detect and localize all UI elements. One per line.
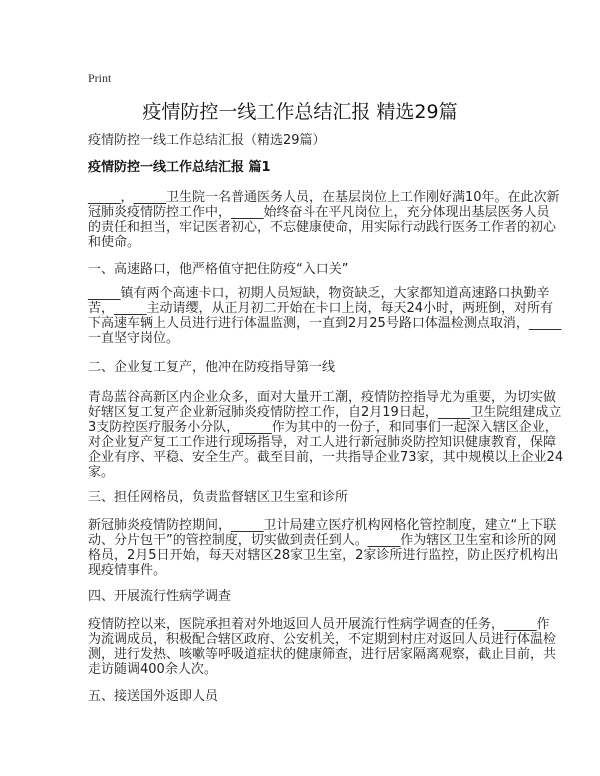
section-heading-2: 二、企业复工复产，他冲在防疫指导第一线 [88, 360, 336, 375]
section-heading-1: 一、高速路口，他严格值守把住防疫“入口关” [88, 262, 349, 277]
section-paragraph-1 [88, 286, 562, 346]
print-label[interactable]: Print [88, 71, 112, 85]
article-heading: 疫情防控一线工作总结汇报 篇1 [88, 160, 271, 175]
text-line: 3支防控医疗服务小分队，_____作为其中的一份子，和同事们一起深入辖区企业， [88, 420, 558, 435]
text-line: 家。 [88, 465, 115, 480]
text-line: 青岛蓝谷高新区内企业众多，面对大量开工潮，疫情防控指导尤为重要，为切实做 [88, 390, 557, 405]
text-line: 好辖区复工复产企业新冠肺炎疫情防控工作，自2月19日起，_____卫生院组建成立 [88, 405, 562, 420]
text-line: 为流调成员，积极配合辖区政府、公安机关，不定期到村庄对返回人员进行体温检 [88, 632, 557, 647]
document-subtitle: 疫情防控一线工作总结汇报（精选29篇） [88, 133, 326, 148]
text-line: 下高速车辆上人员进行进行体温监测，一直到2月25号路口体温检测点取消，_____ [88, 316, 562, 331]
section-heading-4: 四、开展流行性病学调查 [88, 589, 232, 604]
text-line: 走访随调400余人次。 [88, 662, 217, 677]
section-paragraph-3 [88, 518, 559, 578]
text-line: 一直坚守岗位。 [88, 331, 180, 346]
section-paragraph-4 [88, 617, 557, 677]
document-title: 疫情防控一线工作总结汇报 精选29篇 [142, 101, 458, 123]
text-line: 和使命。 [88, 235, 141, 250]
text-line: 新冠肺炎疫情防控期间，_____卫计局建立医疗机构网格化管控制度，建立“上下联 [88, 518, 557, 533]
text-line: _____，_____卫生院一名普通医务人员，在基层岗位上工作刚好满10年。在此次新 [88, 190, 560, 205]
text-line: 企业有序、平稳、安全生产。截至目前，一共指导企业73家，其中规模以上企业24 [88, 450, 564, 465]
text-line: 测，进行发热、咳嗽等呼吸道症状的健康筛查，进行居家隔离观察，截止目前，共 [88, 647, 557, 662]
text-line: 现疫情事件。 [88, 563, 167, 578]
text-line: 疫情防控以来，医院承担着对外地返回人员开展流行性病学调查的任务，_____作 [88, 617, 550, 632]
text-line: 对企业复产复工工作进行现场指导，对工人进行新冠肺炎防控知识健康教育，保障 [88, 435, 557, 450]
section-heading-3: 三、担任网格员，负责监督辖区卫生室和诊所 [88, 490, 349, 505]
intro-paragraph [88, 190, 560, 250]
text-line: 冠肺炎疫情防控工作中，_____始终奋斗在平凡岗位上，充分体现出基层医务人员 [88, 205, 550, 220]
text-line: 动、分片包干”的管控制度，切实做到责任到人。_____作为辖区卫生室和诊所的网 [88, 533, 557, 548]
text-line: _____镇有两个高速卡口，初期人员短缺，物资缺乏，大家都知道高速路口执勤辛 [88, 286, 550, 301]
text-line: 的责任和担当，牢记医者初心，不忘健康使命，用实际行动践行医务工作者的初心 [88, 220, 557, 235]
section-paragraph-2 [88, 390, 564, 480]
text-line: 苦，_____主动请缨，从正月初二开始在卡口上岗，每天24小时，两班倒，对所有 [88, 301, 554, 316]
section-heading-5: 五、接送国外返即人员 [88, 689, 219, 704]
text-line: 格员，2月5日开始，每天对辖区28家卫生室，2家诊所进行监控，防止医疗机构出 [88, 548, 559, 563]
